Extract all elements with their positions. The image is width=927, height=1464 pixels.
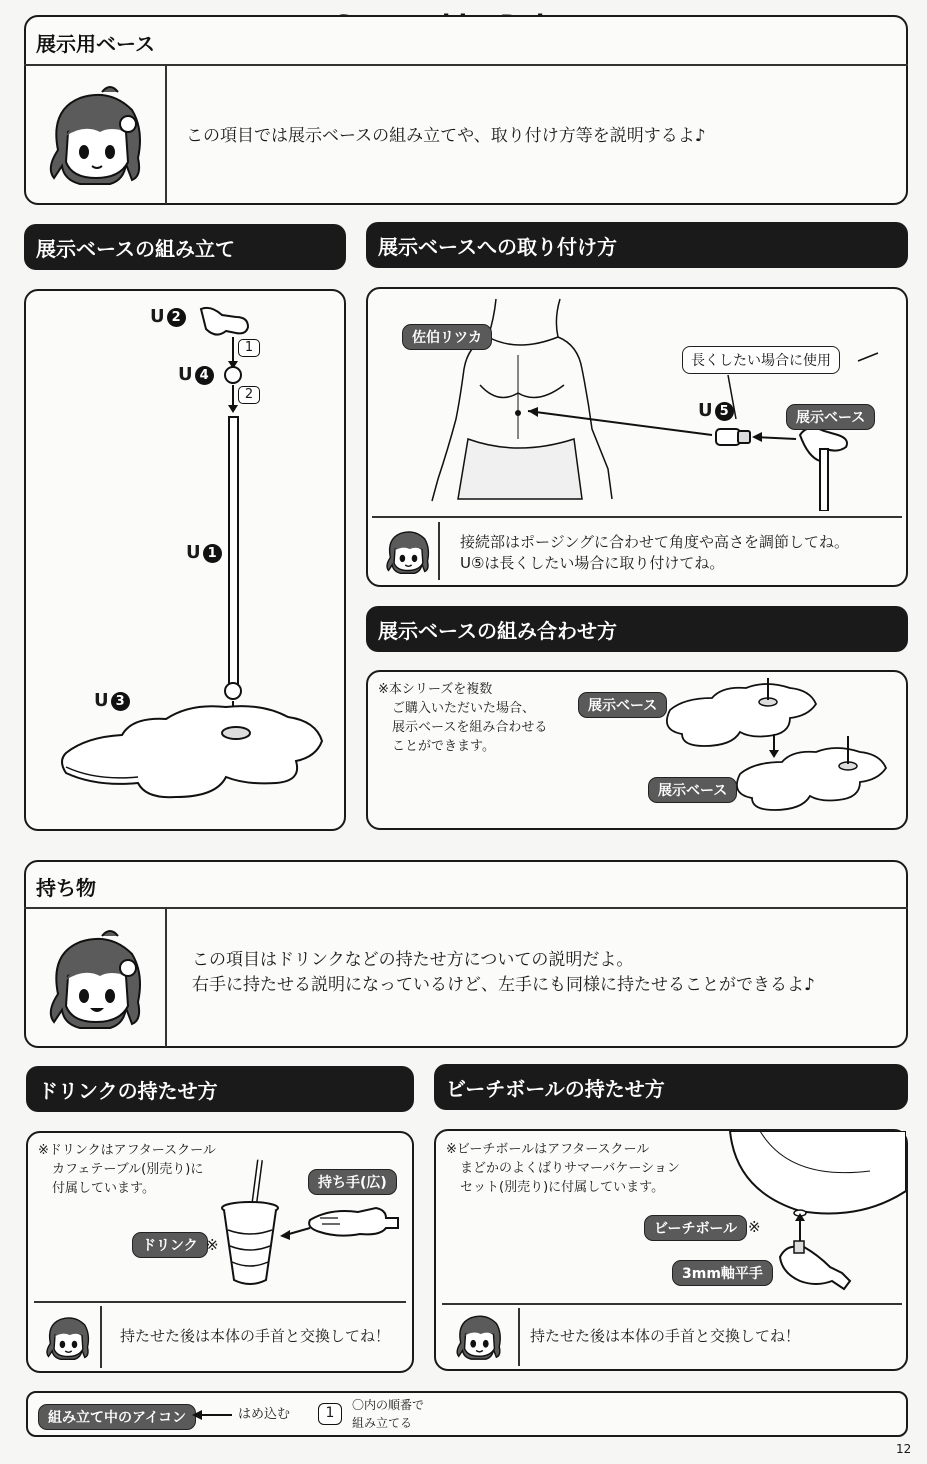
display-base-label: 展示ベース: [786, 404, 875, 430]
part-u1-label: [186, 542, 222, 563]
step-number: 2: [244, 387, 254, 402]
attach-note-line1: 接続部はポージングに合わせて角度や高さを調節してね。: [460, 533, 850, 551]
part-u5-label: [698, 400, 734, 421]
combine-title: 展示ベースの組み合わせ方: [366, 606, 908, 652]
beachball-note-2: まどかのよくばりサマーバケーション: [460, 1161, 680, 1176]
divider: [165, 66, 167, 204]
divider: [518, 1308, 520, 1366]
character-avatar-icon: [40, 924, 152, 1036]
legend-order-line2: 組み立てる: [352, 1416, 413, 1430]
part-number: 3: [111, 692, 130, 711]
display-base-title: 展示用ベース: [36, 32, 155, 56]
drink-note-1: ※ドリンクはアフタースクール: [38, 1143, 216, 1158]
legend-icon-label: 組み立て中のアイコン: [38, 1404, 196, 1430]
part-number: 4: [195, 366, 214, 385]
beachball-note-1: ※ビーチボールはアフタースクール: [446, 1142, 650, 1157]
display-base-intro: この項目では展示ベースの組み立てや、取り付け方等を説明するよ♪: [186, 126, 706, 146]
divider: [24, 64, 908, 66]
items-intro-line2: 右手に持たせる説明になっているけど、左手にも同様に持たせることができるよ♪: [192, 975, 815, 995]
attach-diagram: [368, 289, 906, 511]
items-intro-line1: この項目はドリンクなどの持たせ方についての説明だよ。: [192, 950, 634, 970]
step-1-badge: [238, 339, 260, 357]
divider: [100, 1306, 102, 1368]
part-u2-label: [150, 306, 186, 327]
combine-note-1: ※本シリーズを複数: [378, 682, 493, 697]
beachball-hand-label: 3mm軸平手: [672, 1260, 773, 1286]
beachball-footer: 持たせた後は本体の手首と交換してね！: [530, 1327, 801, 1345]
part-number: 5: [715, 402, 734, 421]
combine-base-label-1: 展示ベース: [578, 692, 667, 718]
divider: [438, 522, 440, 580]
part-letter: U: [178, 364, 193, 385]
part-u4-label: [178, 364, 214, 385]
character-avatar-icon: [40, 80, 152, 192]
part-letter: U: [94, 690, 109, 711]
drink-label: ドリンク: [132, 1232, 208, 1258]
divider: [442, 1303, 902, 1305]
beachball-label: ビーチボール: [644, 1215, 747, 1241]
attach-title: 展示ベースへの取り付け方: [366, 222, 908, 268]
step-2-badge: [238, 386, 260, 404]
combine-base-label-2: 展示ベース: [648, 777, 737, 803]
legend-step-badge: [318, 1403, 342, 1425]
drink-title: ドリンクの持たせ方: [26, 1066, 414, 1112]
arrow-left-icon: [192, 1408, 232, 1422]
part-letter: U: [698, 400, 713, 421]
character-avatar-icon: [42, 1310, 94, 1364]
character-name-label: 佐伯リツカ: [402, 324, 492, 350]
character-avatar-icon: [452, 1308, 506, 1364]
combine-note-4: ことができます。: [392, 739, 495, 754]
display-base-section: [24, 15, 908, 205]
part-letter: U: [150, 306, 165, 327]
long-use-label: 長くしたい場合に使用: [682, 346, 840, 374]
beachball-note-3: セット(別売り)に付属しています。: [460, 1180, 665, 1195]
beachball-title: ビーチボールの持たせ方: [434, 1064, 908, 1110]
character-avatar-icon: [382, 524, 434, 578]
items-title: 持ち物: [36, 876, 96, 900]
step-number: 1: [244, 340, 254, 355]
divider: [34, 1301, 406, 1303]
combine-note-3: 展示ベースを組み合わせる: [392, 720, 548, 735]
divider: [165, 909, 167, 1047]
drink-note-2: カフェテーブル(別売り)に: [52, 1162, 204, 1177]
combine-note-2: ご購入いただいた場合、: [392, 701, 536, 716]
part-u3-label: [94, 690, 130, 711]
step-number: 1: [325, 1405, 335, 1421]
combine-diagram: [640, 676, 904, 826]
attach-note-line2: U⑤は長くしたい場合に取り付けてね。: [460, 554, 725, 572]
divider: [372, 516, 902, 518]
part-letter: U: [186, 542, 201, 563]
drink-hand-label: 持ち手(広): [308, 1169, 397, 1195]
beachball-mark: ※: [748, 1218, 761, 1236]
divider: [24, 907, 908, 909]
assembly-title: 展示ベースの組み立て: [24, 224, 346, 270]
legend-arrow-text: はめ込む: [238, 1407, 291, 1422]
page-number: 12: [896, 1442, 912, 1456]
drink-footer: 持たせた後は本体の手首と交換してね！: [120, 1327, 391, 1345]
part-number: 1: [203, 544, 222, 563]
drink-note-3: 付属しています。: [52, 1181, 155, 1196]
part-number: 2: [167, 308, 186, 327]
legend-order-line1: 〇内の順番で: [352, 1398, 425, 1412]
drink-mark: ※: [206, 1236, 219, 1254]
